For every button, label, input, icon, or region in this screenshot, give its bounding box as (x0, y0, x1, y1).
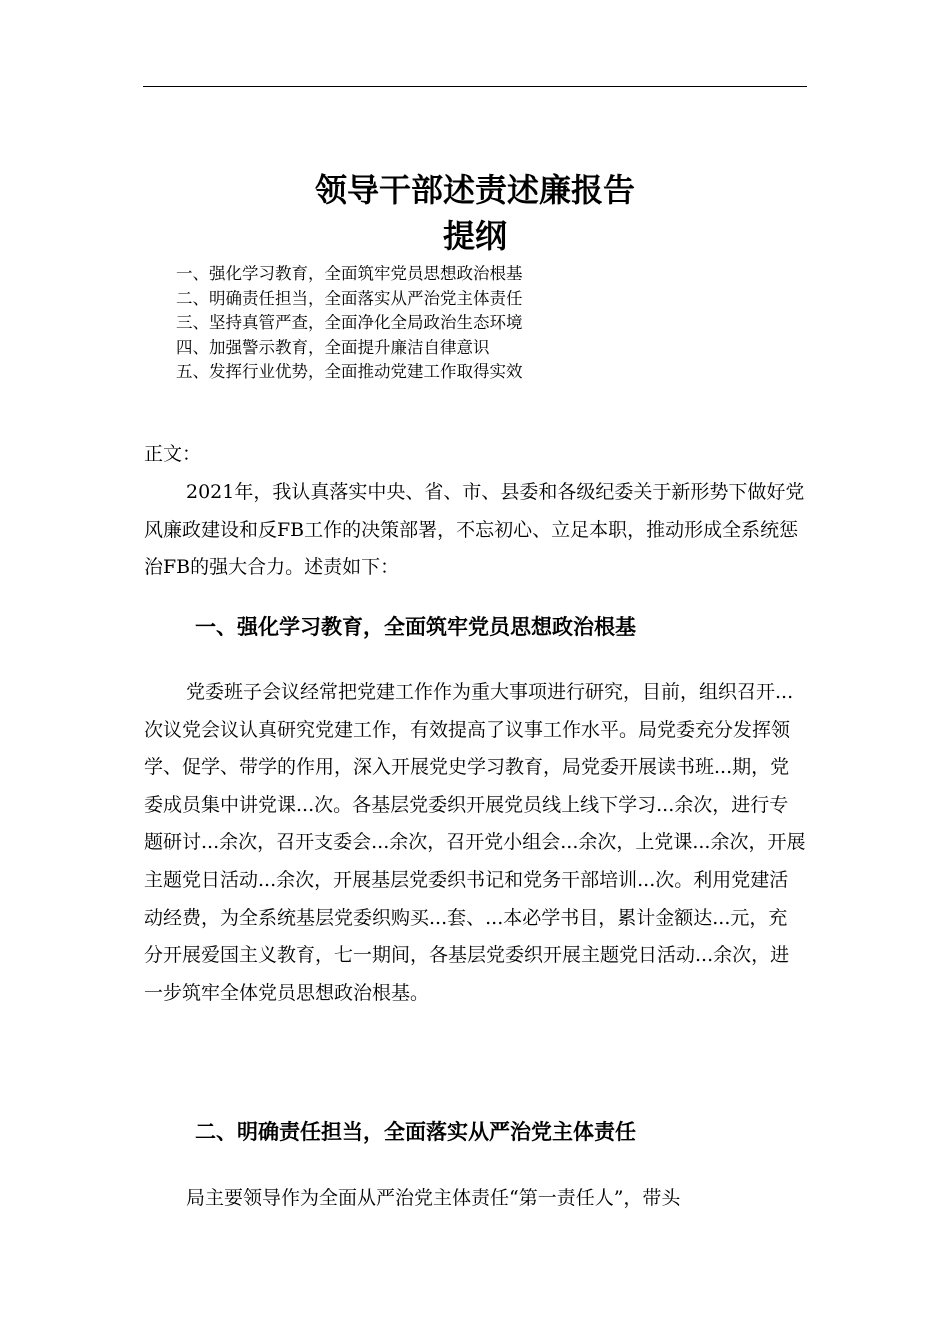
section-heading-1: 一、强化学习教育，全面筑牢党员思想政治根基 (195, 615, 636, 639)
section-paragraph-1: 党委班子会议经常把党建工作作为重大事项进行研究，目前，组织召开...次议党会议认真研究党建工作，有效提高了议事工作水平。局党委充分发挥领学、促学、带学的作用，深入开展党史学习教育，局党委开展读书班...期，党委成员集中讲党课...次。各基层党委织开展党员线上线下学习...余次，进行专题研讨...余次，召开支委会...余次，召开党小组会...余次，上党课...余次，开展主题党日活动...余次，开展基层党委织书记和党务干部培训...次。利用党建活动经费，为全系统基层党委织购买...套、...本必学书目，累计金额达...元，充分开展爱国主义教育，七一期间，各基层党委织开展主题党日活动...余次，进一步筑牢全体党员思想政治根基。 (144, 681, 806, 1004)
body-label: 正文： (144, 443, 202, 465)
outline-item: 三、坚持真管严查，全面净化全局政治生态环境 (176, 313, 523, 332)
header-divider (143, 86, 807, 87)
outline-list (176, 262, 523, 385)
outline-item: 二、明确责任担当，全面落实从严治党主体责任 (176, 288, 523, 308)
section-paragraph-2: 局主要领导作为全面从严治党主体责任“第一责任人”，带头 (186, 1187, 681, 1209)
document-subtitle: 提纲 (442, 217, 507, 255)
intro-paragraph: 2021年，我认真落实中央、省、市、县委和各级纪委关于新形势下做好党风廉政建设和反FB工作的决策部署，不忘初心、立足本职，推动形成全系统惩治FB的强大合力。述责如下： (144, 481, 805, 579)
section-heading-2: 二、明确责任担当，全面落实从严治党主体责任 (195, 1120, 636, 1144)
outline-item: 五、发挥行业优势，全面推动党建工作取得实效 (176, 362, 523, 381)
outline-item: 一、强化学习教育，全面筑牢党员思想政治根基 (176, 264, 523, 283)
document-title: 领导干部述责述廉报告 (314, 171, 635, 209)
outline-item: 四、加强警示教育，全面提升廉洁自律意识 (176, 337, 490, 357)
